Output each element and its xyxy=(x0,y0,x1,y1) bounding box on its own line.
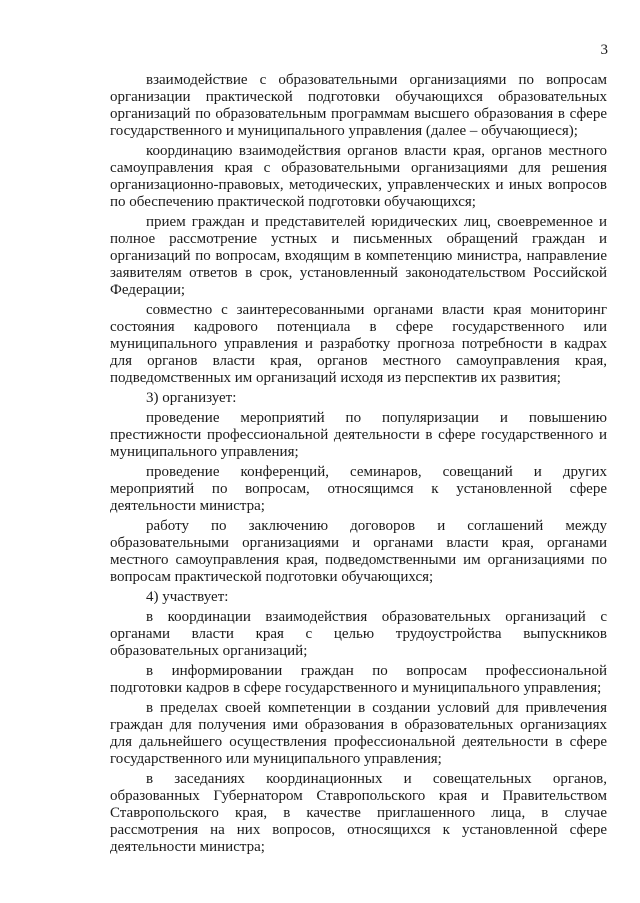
paragraph: проведение мероприятий по популяризации и повышению престижности профессиональной деятельности в сфере государственного и муниципального управления; xyxy=(110,410,607,460)
paragraph: прием граждан и представителей юридических лиц, своевременное и полное рассмотрение устных и письменных обращений граждан и организаций по вопросам, входящим в компетенцию министра, направление заявителям ответов в срок, установленный законодательством Российской Федерации; xyxy=(110,214,607,298)
paragraph: в заседаниях координационных и совещательных органов, образованных Губернатором Ставропольского края и Правительством Ставропольского края, в качестве приглашенного лица, в случае рассмотрения на них вопросов, относящихся к установленной сфере деятельности министра; xyxy=(110,771,607,855)
paragraph: проведение конференций, семинаров, совещаний и других мероприятий по вопросам, относящимся к установленной сфере деятельности министра; xyxy=(110,464,607,514)
paragraph: в пределах своей компетенции в создании условий для привлечения граждан для получения ими образования в образовательных организациях для дальнейшего осуществления профессиональной деятельности в сфере государственного или муниципального управления; xyxy=(110,700,607,767)
paragraph: в координации взаимодействия образовательных организаций с органами власти края с целью трудоустройства выпускников образовательных организаций; xyxy=(110,609,607,659)
paragraph: в информировании граждан по вопросам профессиональной подготовки кадров в сфере государственного и муниципального управления; xyxy=(110,663,607,696)
section-heading: 3) организует: xyxy=(146,390,237,406)
paragraph: взаимодействие с образовательными организациями по вопросам организации практической подготовки обучающихся образовательных организаций по образовательным программам высшего образования в сфере государственного и муниципального управления (далее – обучающиеся); xyxy=(110,72,607,139)
document-body xyxy=(110,72,607,859)
paragraph: работу по заключению договоров и соглашений между образовательными организациями и органами власти края, органами местного самоуправления края, подведомственными им организациями по вопросам практической подготовки обучающихся; xyxy=(110,518,607,585)
section-heading: 4) участвует: xyxy=(146,589,229,605)
paragraph: совместно с заинтересованными органами власти края мониторинг состояния кадрового потенциала в сфере государственного или муниципального управления и разработку прогноза потребности в кадрах для органов власти края, органов местного самоуправления края, подведомственных им организаций исходя из перспектив их развития; xyxy=(110,302,607,386)
paragraph: координацию взаимодействия органов власти края, органов местного самоуправления края с образовательными организациями для решения организационно-правовых, методических, управленческих и иных вопросов по обеспечению практической подготовки обучающихся; xyxy=(110,143,607,210)
page-number: 3 xyxy=(600,42,608,58)
